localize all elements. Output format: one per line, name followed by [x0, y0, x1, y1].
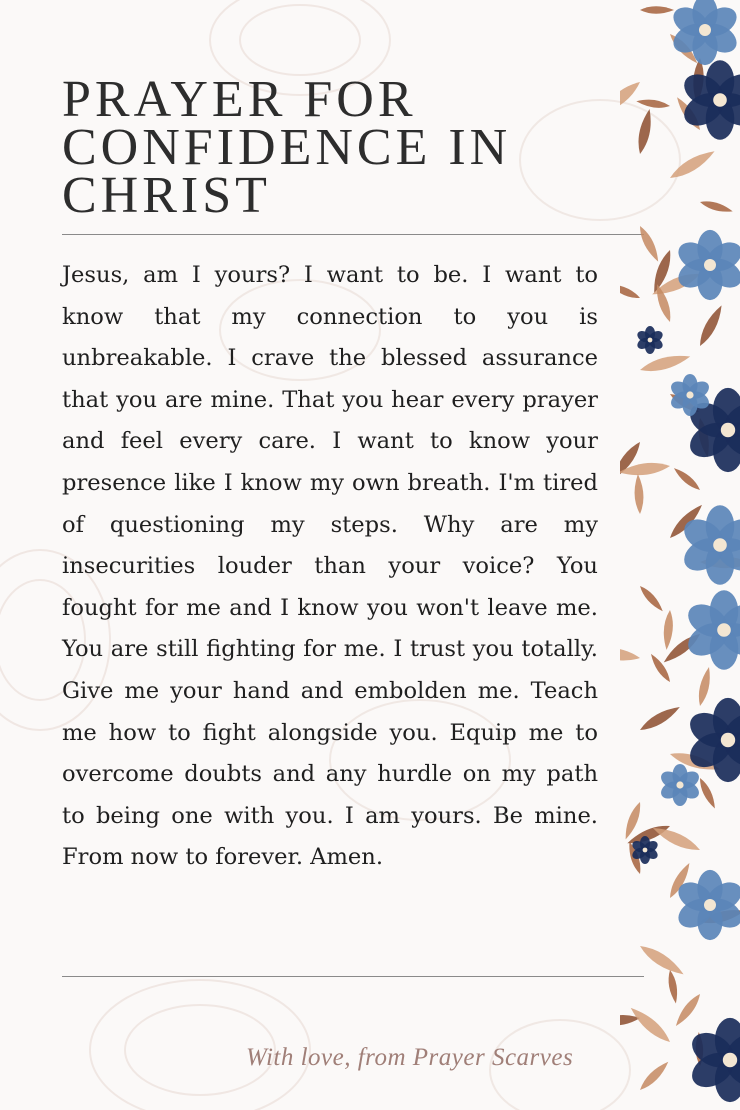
leaf-shape	[640, 6, 674, 13]
flower-shape	[668, 0, 740, 65]
leaf-shape	[696, 303, 727, 348]
leaf-shape	[637, 703, 682, 735]
signature-text: With love, from Prayer Scarves	[246, 1044, 574, 1071]
leaf-shape	[637, 1059, 672, 1094]
leaf-shape	[662, 610, 674, 651]
flower-shape	[678, 60, 740, 140]
leaf-shape	[620, 644, 641, 663]
leaf-shape	[666, 969, 679, 1004]
leaf-shape	[637, 941, 687, 979]
leaf-shape	[620, 78, 644, 120]
divider-bottom	[62, 976, 644, 977]
page-title: PRAYER FOR CONFIDENCE IN CHRIST	[62, 71, 512, 224]
prayer-text: Jesus, am I yours? I want to be. I want to know that my connection to you is unbreakable. I crave the blessed assurance that you are mine. That you hear every prayer and feel every care. I want to know your presence like I know my own breath. I'm tired of questioning my steps. Why are my insecurities louder than your voice? You fought for me and I know you won't leave me. You are still fighting for me. I trust you totally. Give me your hand and embolden me. Teach me how to fight alongside you. Equip me to overcome doubts and any hurdle on my path to being one with you. I am yours. Be mine. From now to forever. Amen.	[62, 262, 598, 871]
leaf-shape	[672, 991, 703, 1028]
leaf-shape	[667, 146, 717, 183]
flower-shape	[658, 764, 702, 806]
leaf-shape	[620, 281, 642, 302]
leaf-shape	[699, 198, 734, 215]
leaf-shape	[636, 98, 671, 110]
leaf-shape	[620, 439, 644, 482]
leaf-shape	[636, 224, 662, 264]
flower-shape	[635, 326, 664, 354]
leaf-shape	[635, 108, 654, 155]
leaf-shape	[697, 776, 719, 810]
leaf-shape	[634, 474, 645, 514]
flower-shape	[682, 590, 740, 670]
leaf-shape	[637, 583, 665, 613]
flower-shape	[686, 1018, 740, 1102]
floral-border-decoration	[620, 0, 740, 1110]
flower-shape	[673, 230, 740, 300]
leaf-shape	[696, 666, 714, 707]
leaf-shape	[672, 465, 703, 493]
leaf-shape	[639, 351, 692, 376]
divider-top	[62, 234, 644, 235]
leaf-shape	[627, 1004, 674, 1047]
